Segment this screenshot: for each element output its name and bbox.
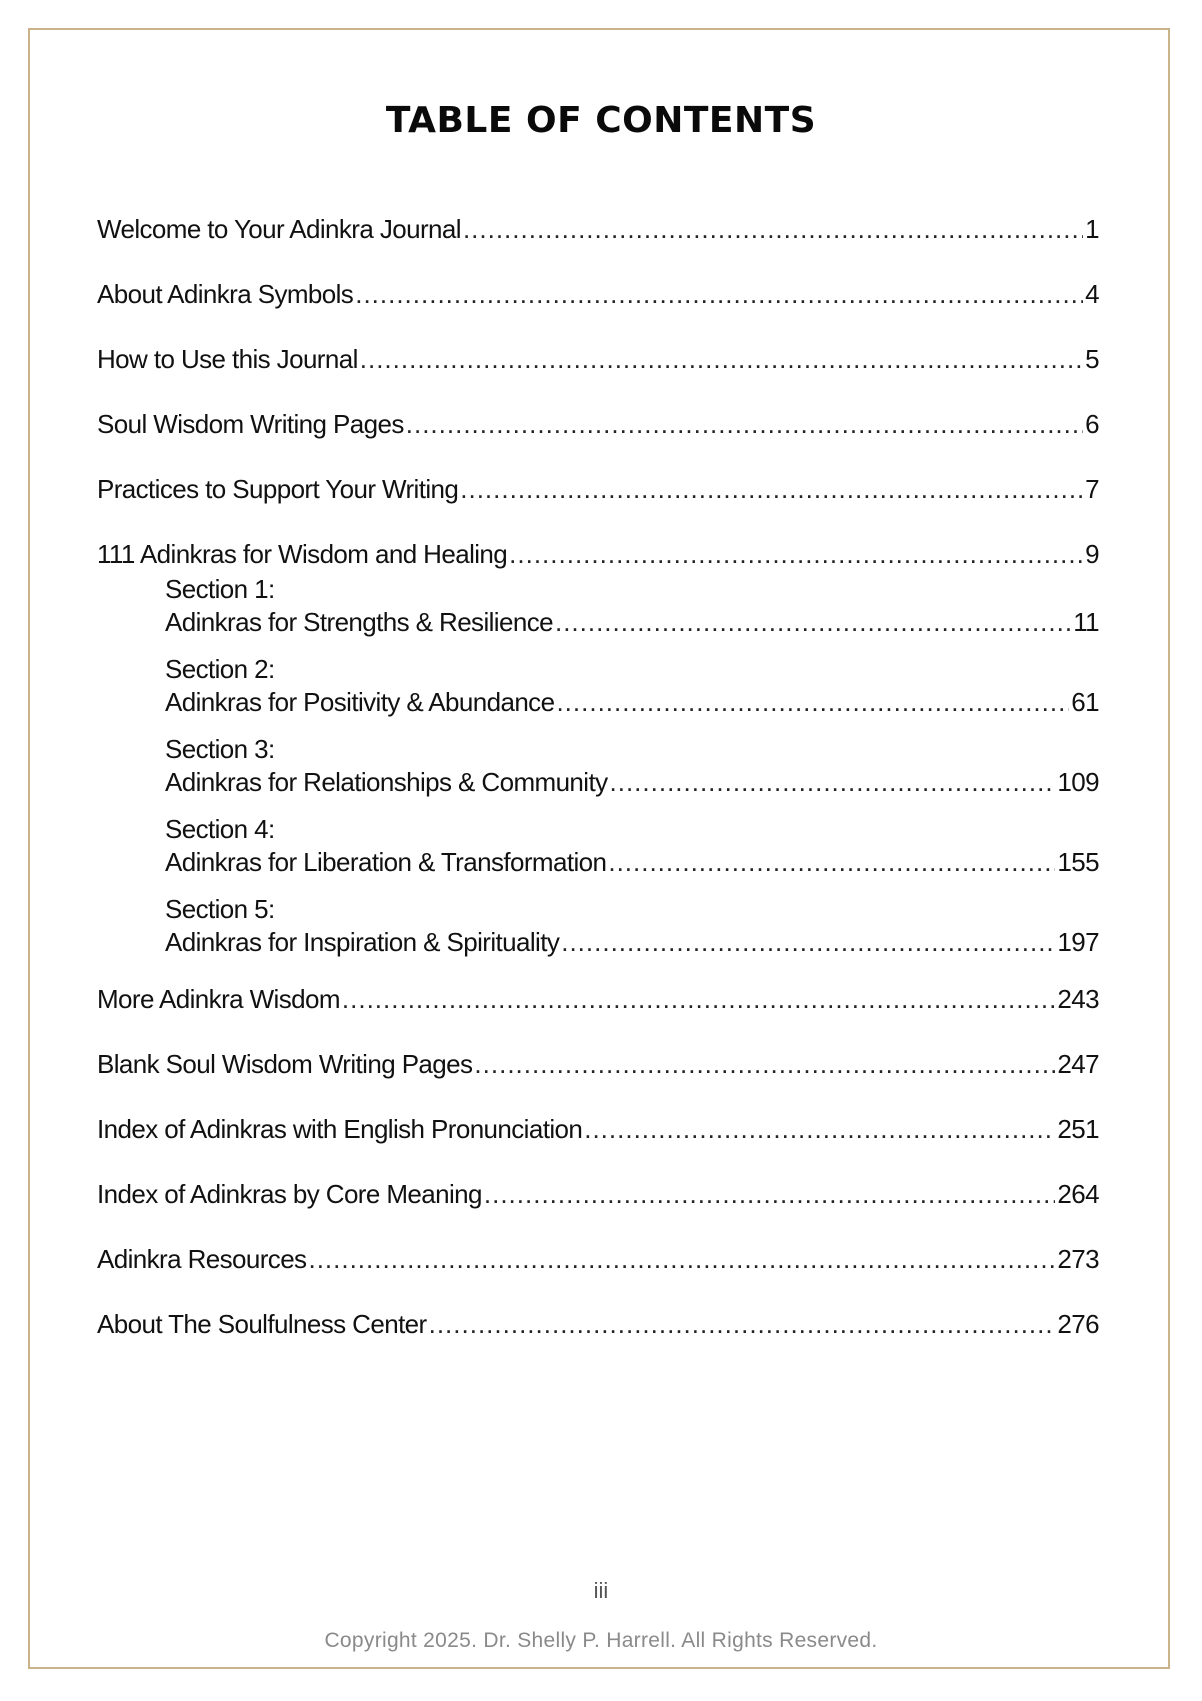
toc-section-5[interactable] <box>165 893 1099 974</box>
toc-entry-blank-pages[interactable] <box>97 1045 1099 1110</box>
section-page: 61 <box>1071 687 1099 717</box>
toc-section-2[interactable] <box>165 653 1099 734</box>
toc-entry-label: Soul Wisdom Writing Pages <box>97 409 404 439</box>
section-label: Adinkras for Relationships & Community <box>165 767 608 797</box>
toc-entry-label: 111 Adinkras for Wisdom and Healing <box>97 539 508 569</box>
toc-entry-more-wisdom[interactable] <box>97 980 1099 1045</box>
section-list <box>97 573 1099 974</box>
section-page: 11 <box>1073 607 1099 637</box>
dot-leader <box>463 210 1083 248</box>
toc-entry-label: Index of Adinkras with English Pronunciation <box>97 1114 583 1144</box>
table-of-contents <box>97 210 1099 1370</box>
toc-entry-resources[interactable] <box>97 1240 1099 1305</box>
section-page: 155 <box>1057 847 1099 877</box>
section-label: Adinkras for Strengths & Resilience <box>165 607 553 637</box>
dot-leader <box>584 1110 1055 1148</box>
dot-leader <box>308 1240 1055 1278</box>
toc-entry-label: Blank Soul Wisdom Writing Pages <box>97 1049 473 1079</box>
toc-entry-practices[interactable] <box>97 470 1099 535</box>
toc-entry-page: 264 <box>1057 1179 1099 1209</box>
section-heading: Section 1: <box>165 574 275 604</box>
toc-entry-label: About The Soulfulness Center <box>97 1309 427 1339</box>
toc-section-3[interactable] <box>165 733 1099 814</box>
toc-entry-welcome[interactable] <box>97 210 1099 275</box>
toc-entry-index-meaning[interactable] <box>97 1175 1099 1240</box>
toc-entry-page: 9 <box>1085 539 1099 569</box>
toc-entry-page: 4 <box>1085 279 1099 309</box>
section-heading: Section 5: <box>165 894 275 924</box>
toc-entry-page: 6 <box>1085 409 1099 439</box>
toc-entry-writing-pages[interactable] <box>97 405 1099 470</box>
dot-leader <box>406 405 1083 443</box>
page-number: iii <box>593 1578 609 1603</box>
section-label: Adinkras for Liberation & Transformation <box>165 847 607 877</box>
toc-section-4[interactable] <box>165 813 1099 894</box>
toc-entry-label: Index of Adinkras by Core Meaning <box>97 1179 482 1209</box>
toc-entry-about-symbols[interactable] <box>97 275 1099 340</box>
toc-entry-index-pronunciation[interactable] <box>97 1110 1099 1175</box>
section-heading: Section 3: <box>165 734 275 764</box>
dot-leader <box>555 605 1071 639</box>
toc-entry-label: About Adinkra Symbols <box>97 279 354 309</box>
section-page: 197 <box>1057 927 1099 957</box>
toc-entry-page: 251 <box>1057 1114 1099 1144</box>
dot-leader <box>474 1045 1055 1083</box>
section-label: Adinkras for Inspiration & Spirituality <box>165 927 560 957</box>
dot-leader <box>360 340 1083 378</box>
toc-entry-how-to-use[interactable] <box>97 340 1099 405</box>
dot-leader <box>484 1175 1056 1213</box>
toc-entry-page: 5 <box>1085 344 1099 374</box>
toc-entry-label: Adinkra Resources <box>97 1244 307 1274</box>
toc-entry-page: 276 <box>1057 1309 1099 1339</box>
toc-entry-page: 273 <box>1057 1244 1099 1274</box>
copyright-notice: Copyright 2025. Dr. Shelly P. Harrell. All Rights Reserved. <box>324 1629 878 1652</box>
section-page: 109 <box>1057 767 1099 797</box>
toc-entry-page: 247 <box>1057 1049 1099 1079</box>
toc-entry-label: Practices to Support Your Writing <box>97 474 459 504</box>
dot-leader <box>509 535 1083 573</box>
dot-leader <box>429 1305 1056 1343</box>
section-label: Adinkras for Positivity & Abundance <box>165 687 555 717</box>
toc-section-1[interactable] <box>165 573 1099 654</box>
dot-leader <box>610 765 1056 799</box>
toc-entry-page: 7 <box>1085 474 1099 504</box>
toc-entry-soulfulness-center[interactable] <box>97 1305 1099 1370</box>
section-heading: Section 2: <box>165 654 275 684</box>
section-heading: Section 4: <box>165 814 275 844</box>
toc-entry-page: 243 <box>1057 984 1099 1014</box>
dot-leader <box>355 275 1083 313</box>
dot-leader <box>460 470 1083 508</box>
toc-entry-label: More Adinkra Wisdom <box>97 984 340 1014</box>
dot-leader <box>561 925 1055 959</box>
dot-leader <box>342 980 1056 1018</box>
toc-entry-page: 1 <box>1085 214 1099 244</box>
page-title: TABLE OF CONTENTS <box>385 100 817 141</box>
toc-entry-label: How to Use this Journal <box>97 344 358 374</box>
toc-entry-label: Welcome to Your Adinkra Journal <box>97 214 461 244</box>
dot-leader <box>556 685 1069 719</box>
dot-leader <box>608 845 1055 879</box>
